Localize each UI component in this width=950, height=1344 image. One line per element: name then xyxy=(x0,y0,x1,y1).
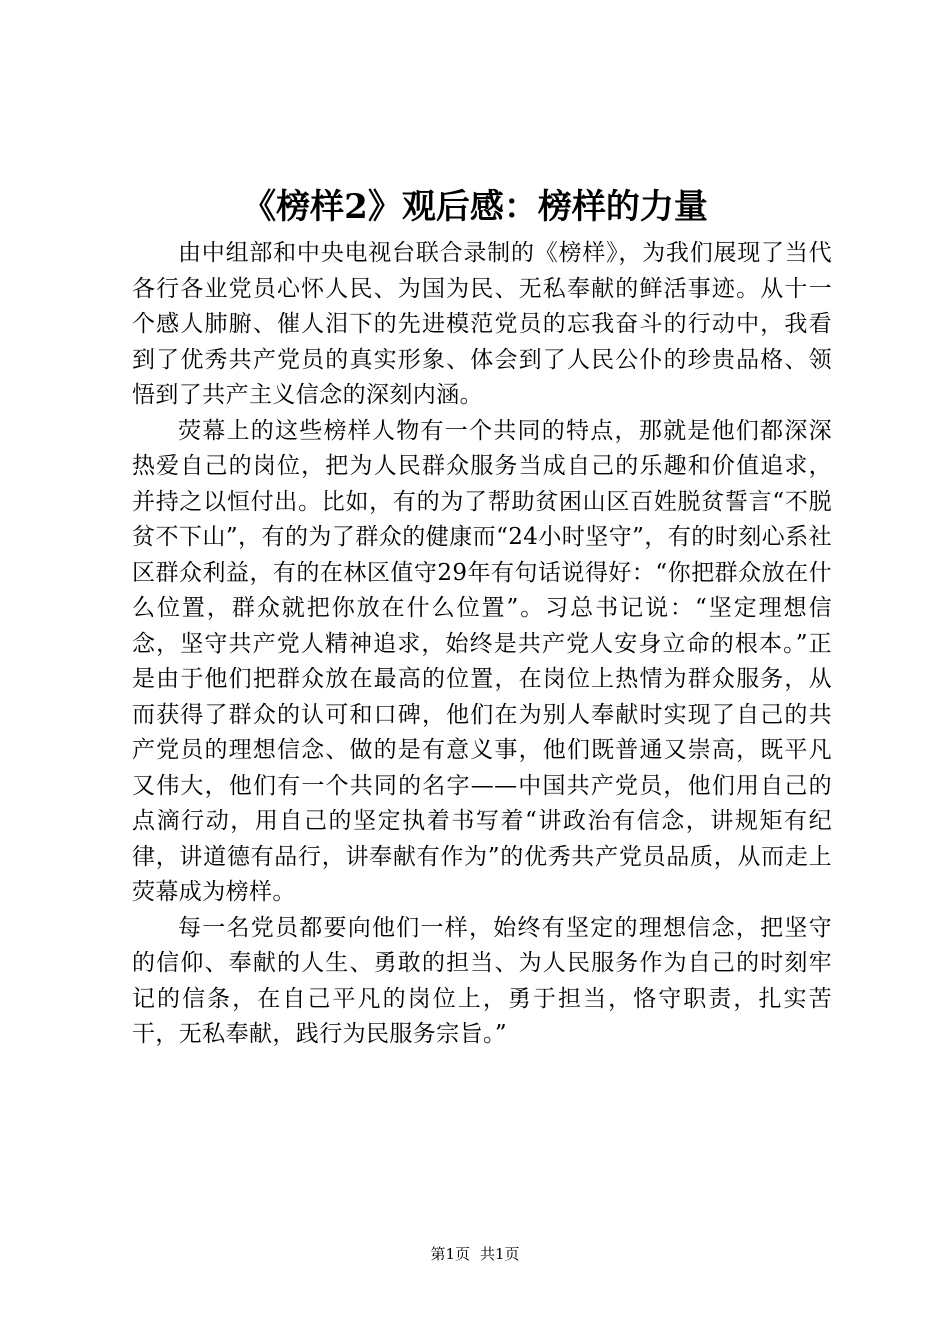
document-title: 《榜样2》观后感：榜样的力量 xyxy=(242,187,708,227)
page-footer xyxy=(0,1244,950,1264)
document-body xyxy=(132,236,832,1053)
page-total: 共1页 xyxy=(480,1245,520,1263)
paragraph-2: 荧幕上的这些榜样人物有一个共同的特点，那就是他们都深深热爱自己的岗位，把为人民群众服务当成自己的乐趣和价值追求，并持之以恒付出。比如，有的为了帮助贫困山区百姓脱贫誓言“不脱贫不下山”，有的为了群众的健康而“24小时坚守”，有的时刻心系社区群众利益，有的在林区值守29年有句话说得好：“你把群众放在什么位置，群众就把你放在什么位置”。习总书记说：“坚定理想信念，坚守共产党人精神追求，始终是共产党人安身立命的根本。”正是由于他们把群众放在最高的位置，在岗位上热情为群众服务，从而获得了群众的认可和口碑，他们在为别人奉献时实现了自己的共产党员的理想信念、做的是有意义事，他们既普通又崇高，既平凡又伟大，他们有一个共同的名字——中国共产党员，他们用自己的点滴行动，用自己的坚定执着书写着“讲政治有信念，讲规矩有纪律，讲道德有品行，讲奉献有作为”的优秀共产党员品质，从而走上荧幕成为榜样。 xyxy=(132,417,832,905)
paragraph-1: 由中组部和中央电视台联合录制的《榜样》，为我们展现了当代各行各业党员心怀人民、为国为民、无私奉献的鲜活事迹。从十一个感人肺腑、催人泪下的先进模范党员的忘我奋斗的行动中，我看到了优秀共产党员的真实形象、体会到了人民公仆的珍贵品格、领悟到了共产主义信念的深刻内涵。 xyxy=(132,240,832,408)
paragraph-3: 每一名党员都要向他们一样，始终有坚定的理想信念，把坚守的信仰、奉献的人生、勇敢的担当、为人民服务作为自己的时刻牢记的信条，在自己平凡的岗位上，勇于担当，恪守职责，扎实苦干，无私奉献，践行为民服务宗旨。” xyxy=(132,914,832,1047)
page-number: 第1页 xyxy=(430,1245,470,1263)
